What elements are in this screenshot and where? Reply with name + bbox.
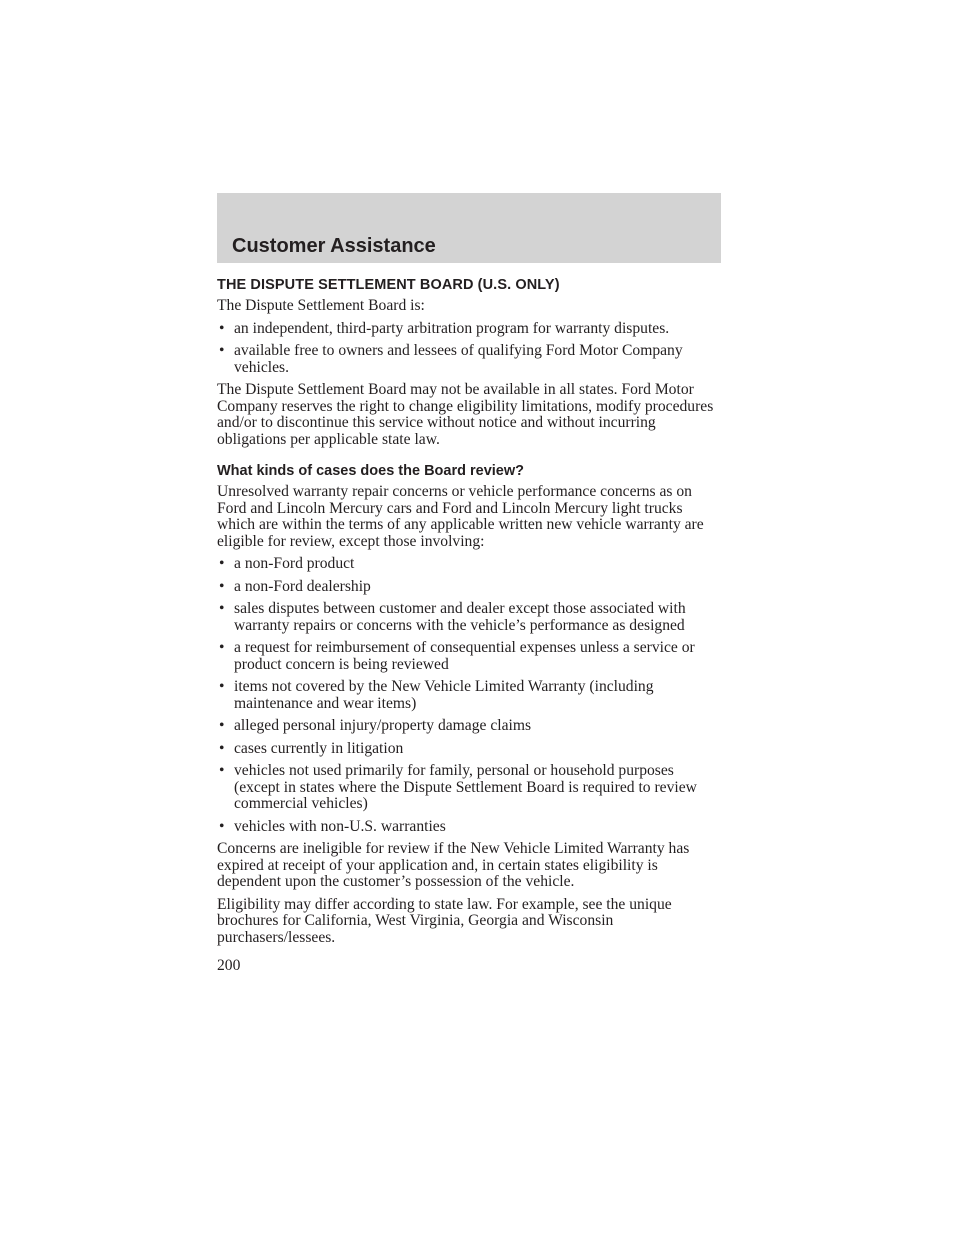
cases-intro: Unresolved warranty repair concerns or vehicle performance concerns as on Ford and Lincoln Mercury cars and Ford and Lincoln Mercury light trucks which are within the terms of any applicable written new vehicle warranty are eligible for review, except those involving: bbox=[217, 483, 704, 550]
list-item: • cases currently in litigation bbox=[217, 741, 723, 758]
list-item: • a non-Ford dealership bbox=[217, 579, 723, 596]
list-item: • a non-Ford product bbox=[217, 556, 723, 573]
availability-paragraph: The Dispute Settlement Board may not be available in all states. Ford Motor Company reserves the right to change eligibility limitations, modify procedures and/or to discontinue this service without notice and without incurring obligations per applicable state law. bbox=[217, 381, 714, 448]
page-number: 200 bbox=[217, 957, 241, 974]
list-item: • vehicles with non-U.S. warranties bbox=[217, 819, 723, 836]
dispute-board-heading: THE DISPUTE SETTLEMENT BOARD (U.S. ONLY) bbox=[217, 277, 560, 293]
section-title: Customer Assistance bbox=[232, 235, 436, 257]
list-item: • sales disputes between customer and dealer except those associated with warranty repairs or concerns with the vehicle’s performance as designed bbox=[217, 601, 723, 634]
list-item: • items not covered by the New Vehicle Limited Warranty (including maintenance and wear items) bbox=[217, 679, 723, 712]
list-item: • vehicles not used primarily for family, personal or household purposes (except in states where the Dispute Settlement Board is required to review commercial vehicles) bbox=[217, 763, 723, 813]
dispute-board-bullets bbox=[217, 321, 723, 377]
ineligible-paragraph: Concerns are ineligible for review if the New Vehicle Limited Warranty has expired at receipt of your application and, in certain states eligibility is dependent upon the customer’s possession of the vehicle. bbox=[217, 840, 690, 890]
section-header-band bbox=[217, 193, 721, 263]
page-content bbox=[217, 276, 723, 975]
cases-heading: What kinds of cases does the Board review? bbox=[217, 463, 524, 479]
dispute-board-intro: The Dispute Settlement Board is: bbox=[217, 297, 425, 314]
exclusions-list bbox=[217, 556, 723, 835]
list-item: • a request for reimbursement of consequential expenses unless a service or product concern is being reviewed bbox=[217, 640, 723, 673]
list-item: • available free to owners and lessees of qualifying Ford Motor Company vehicles. bbox=[217, 343, 723, 376]
list-item: • an independent, third-party arbitration program for warranty disputes. bbox=[217, 321, 723, 338]
state-law-paragraph: Eligibility may differ according to state law. For example, see the unique brochures for California, West Virginia, Georgia and Wisconsin purchasers/lessees. bbox=[217, 895, 672, 946]
list-item: • alleged personal injury/property damage claims bbox=[217, 718, 723, 735]
